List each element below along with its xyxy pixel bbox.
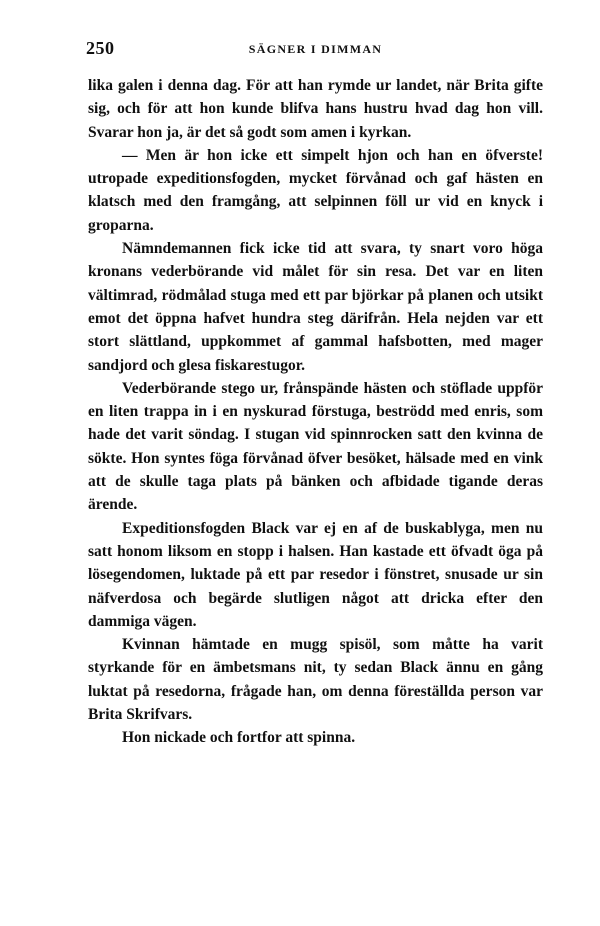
paragraph: lika galen i denna dag. För att han rymde ur landet, när Brita gifte sig, och för att hon kunde blifva hans hustru hvad dag hon vill. Svarar hon ja, är det så godt som amen i kyrkan. — [88, 77, 543, 141]
running-title: SÄGNER I DIMMAN — [248, 42, 383, 56]
paragraph: Hon nickade och fortfor att spinna. — [122, 729, 356, 747]
paragraph: Nämndemannen fick icke tid att svara, ty snart voro höga kronans vederbörande vid målet för sin resa. Det var en liten vältimrad, rödmålad stuga med ett par björkar på planen och utsikt emot det öppna hafvet hundra steg därifrån. Hela nejden var ett stort slättland, uppkommet af gammal hafsbotten, med mager sandjord och glesa fiskarestugor. — [88, 240, 543, 374]
paragraph: Kvinnan hämtade en mugg spisöl, som måtte ha varit styrkande för en ämbetsmans nit, ty sedan Black ännu en gång luktat på resedorna, frågade han, om denna föreställda person var Brita Skrifvars. — [88, 636, 543, 724]
paragraph: — Men är hon icke ett simpelt hjon och han en öfverste! utropade expeditionsfogden, mycket förvånad och gaf hästen en klatsch med den framgång, att selpinnen föll ur vid en knyck i groparna. — [88, 146, 543, 234]
body-text — [88, 74, 543, 750]
paragraph: Expeditionsfogden Black var ej en af de buskablyga, men nu satt honom liksom en stopp i halsen. Han kastade ett öfvadt öga på lösegendomen, luktade på ett par resedor i fönstret, snusade ur sin näfverdosa och begärde slutligen något att dricka efter den dammiga vägen. — [88, 519, 543, 630]
page-number: 250 — [86, 38, 115, 58]
page-header — [88, 38, 543, 62]
book-page — [88, 38, 543, 750]
paragraph: Vederbörande stego ur, frånspände hästen och stöflade uppför en liten trappa in i en nyskurad förstuga, beströdd med enris, som hade det varit söndag. I stugan vid spinnrocken satt den kvinna de sökte. Hon syntes föga förvånad öfver besöket, hälsade med en vink att de skulle taga plats på bänken och afbidade tigande deras ärende. — [88, 379, 543, 514]
